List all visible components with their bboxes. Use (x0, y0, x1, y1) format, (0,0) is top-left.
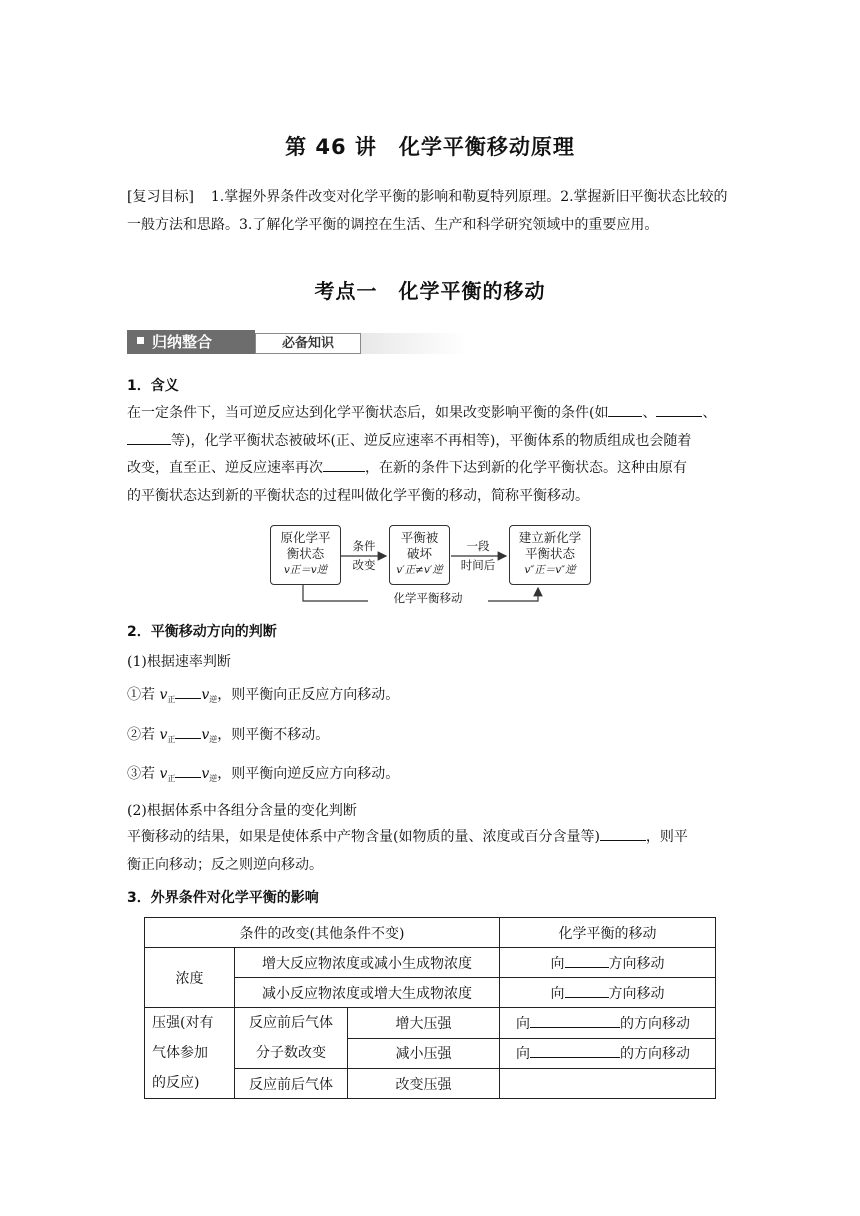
table-cell: 向 方向移动 (500, 948, 716, 978)
table-cell: 向 的方向移动 (500, 1038, 716, 1069)
blank (175, 725, 201, 739)
bottom-label: 化学平衡移动 (368, 589, 488, 608)
table-cell: 改变压强 (348, 1069, 500, 1099)
square-icon (137, 337, 144, 344)
table-row (145, 1008, 716, 1039)
table-cell: 向 方向移动 (500, 978, 716, 1008)
rule-2: ②若 $v_正$ $v_逆$，则平衡不移动。 (127, 727, 330, 744)
new-state-box: 建立新化学 平衡状态 v″正＝v″逆 (509, 525, 591, 585)
blank (565, 954, 609, 968)
equilibrium-shift-diagram (268, 525, 593, 607)
original-state-box: 原化学平 衡状态 v正＝v逆 (270, 525, 341, 585)
table-cell: 浓度 (145, 948, 235, 1008)
blank (323, 458, 365, 472)
table-cell: 向 的方向移动 (500, 1008, 716, 1039)
blank (127, 431, 171, 445)
blank (565, 984, 609, 998)
item2-sub2: (2)根据体系中各组分含量的变化判断 (127, 803, 357, 819)
condition-change-label: 条件 改变 (352, 539, 376, 572)
conditions-table (144, 917, 716, 1099)
broken-state-box: 平衡被 破坏 v′正≠v′逆 (389, 525, 450, 585)
rule-1: ①若 $v_正$ $v_逆$，则平衡向正反应方向移动。 (127, 687, 400, 704)
blank (600, 827, 646, 841)
table-cell: 减小反应物浓度或增大生成物浓度 (235, 978, 500, 1008)
item1-paragraph: 在一定条件下，当可逆反应达到化学平衡状态后，如果改变影响平衡的条件(如 、 、 等)，化学平衡状态被破坏(正、逆反应速率不再相等)，平衡体系的物质组成也会随着 改变，直至正、逆反应速率再次 ，在新的条件下达到新的化学平衡状态。这种由原有 的平衡状态达到新的平衡状态的过程叫做化学平衡的移动，简称平衡移动。 (127, 405, 717, 504)
item3-heading: 3．外界条件对化学平衡的影响 (127, 890, 319, 906)
blank (608, 403, 642, 417)
banner-right: 必备知识 (255, 333, 361, 354)
item2-paragraph: 平衡移动的结果，如果是使体系中产物含量(如物质的量、浓度或百分含量等) ，则平 衡正向移动；反之则逆向移动。 (127, 829, 688, 873)
table-cell: 反应前后气体 分子数改变 (235, 1008, 348, 1069)
blank (175, 764, 201, 778)
table-header: 条件的改变(其他条件不变) (145, 918, 500, 948)
table-cell: 增大压强 (348, 1008, 500, 1039)
item2-heading: 2．平衡移动方向的判断 (127, 624, 277, 640)
item2-sub1: (1)根据速率判断 (127, 654, 231, 670)
table-cell: 减小压强 (348, 1038, 500, 1069)
blank (656, 403, 702, 417)
table-cell (500, 1069, 716, 1099)
lecture-title: 第 46 讲 化学平衡移动原理 (285, 135, 575, 159)
table-cell: 压强(对有 气体参加 的反应) (145, 1008, 235, 1099)
section-title: 考点一 化学平衡的移动 (314, 279, 546, 303)
section-banner (127, 330, 467, 354)
table-header: 化学平衡的移动 (500, 918, 716, 948)
blank (530, 1044, 620, 1058)
blank (175, 685, 201, 699)
table-cell: 增大反应物浓度或减小生成物浓度 (235, 948, 500, 978)
table-row (145, 918, 716, 948)
rule-3: ③若 $v_正$ $v_逆$，则平衡向逆反应方向移动。 (127, 766, 400, 783)
review-goals-label: [复习目标] (127, 189, 194, 205)
table-row (145, 948, 716, 978)
item1-heading: 1．含义 (127, 378, 179, 394)
review-goals (127, 183, 735, 239)
time-later-label: 一段 时间后 (460, 539, 496, 572)
table-cell: 反应前后气体 (235, 1069, 348, 1099)
banner-left: 归纳整合 (127, 330, 255, 354)
blank (530, 1014, 620, 1028)
review-goals-text: 1.掌握外界条件改变对化学平衡的影响和勒夏特列原理。2.掌握新旧平衡状态比较的一般方法和思路。3.了解化学平衡的调控在生活、生产和科学研究领域中的重要应用。 (127, 189, 728, 233)
